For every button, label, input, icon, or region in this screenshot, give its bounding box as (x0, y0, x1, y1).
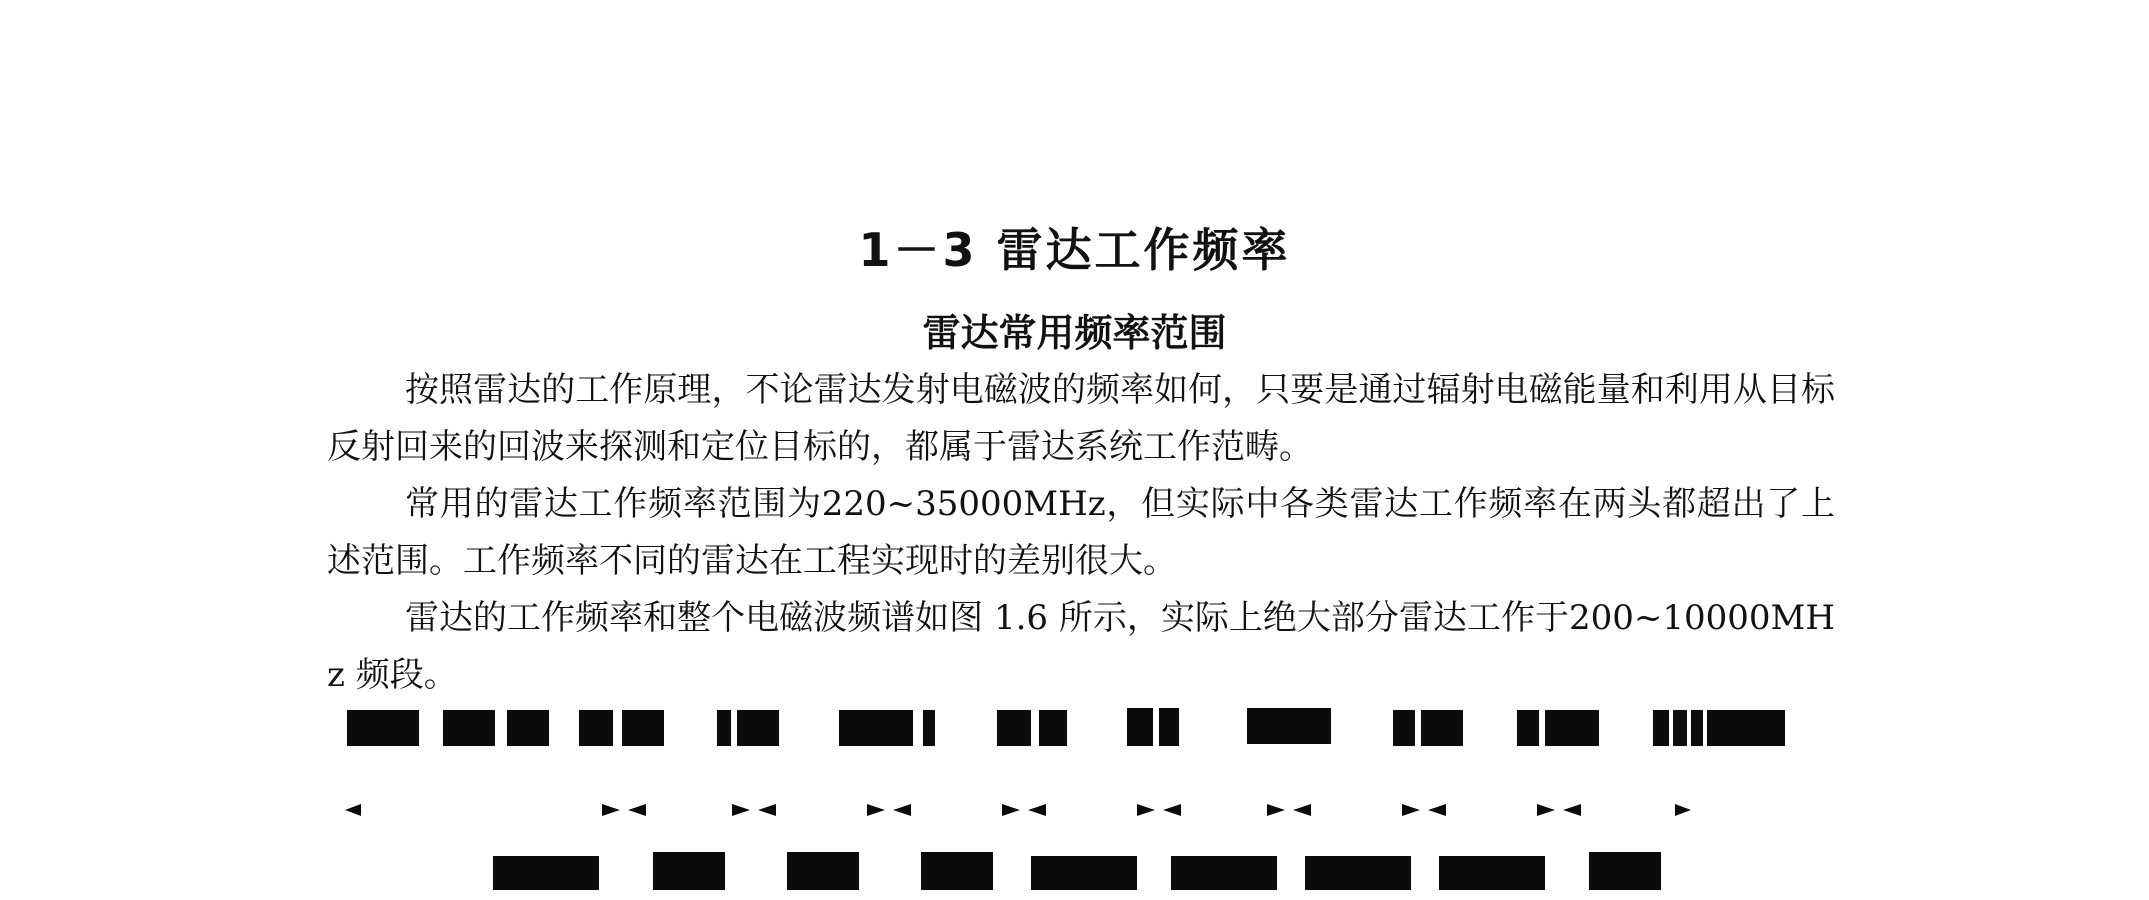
figure-label-block (1421, 710, 1463, 746)
paragraph-1: 按照雷达的工作原理，不论雷达发射电磁波的频率如何，只要是通过辐射电磁能量和利用从目标反射回来的回波来探测和定位目标的，都属于雷达系统工作范畴。 (327, 370, 1835, 467)
paragraph-2: 常用的雷达工作频率范围为220~35000MHz，但实际中各类雷达工作频率在两头都超出了上述范围。工作频率不同的雷达在工程实现时的差别很大。 (327, 484, 1835, 581)
figure-label-block (507, 710, 549, 746)
section-subtitle: 雷达常用频率范围 (922, 311, 1227, 355)
figure-label-block (923, 710, 935, 746)
figure-label-block (1393, 710, 1415, 746)
spectrum-figure (327, 700, 1835, 900)
figure-label-block (1707, 710, 1785, 746)
range-arrow-right-icon (1675, 804, 1691, 816)
range-divider-icon (1402, 804, 1446, 816)
range-divider-icon (867, 804, 911, 816)
figure-label-block (717, 710, 731, 746)
figure-label-block (1039, 710, 1067, 746)
figure-label-block (1159, 708, 1179, 746)
figure-label-block (443, 710, 495, 746)
figure-label-block (579, 710, 613, 746)
range-divider-icon (1002, 804, 1046, 816)
body-text (327, 362, 1835, 704)
figure-label-block (347, 710, 419, 746)
figure-label-block (1653, 710, 1669, 746)
figure-label-block (1305, 856, 1411, 890)
range-arrow-left-icon (345, 804, 361, 816)
figure-label-block (1031, 856, 1137, 890)
paragraph-3: 雷达的工作频率和整个电磁波频谱如图 1.6 所示，实际上绝大部分雷达工作于200~10000MHz 频段。 (327, 598, 1835, 695)
figure-label-block (1439, 856, 1545, 890)
range-divider-icon (602, 804, 646, 816)
figure-label-block (921, 852, 993, 890)
figure-label-block (493, 856, 599, 890)
section-title: 1－3 雷达工作频率 (858, 223, 1291, 277)
figure-label-block (653, 852, 725, 890)
figure-label-block (787, 852, 859, 890)
figure-label-block (1589, 852, 1661, 890)
range-divider-icon (1137, 804, 1181, 816)
figure-label-block (622, 710, 664, 746)
figure-label-block (737, 710, 779, 746)
figure-label-block (1691, 710, 1703, 746)
figure-label-block (1247, 708, 1331, 744)
figure-label-block (1545, 710, 1599, 746)
figure-label-block (1517, 710, 1539, 746)
figure-label-block (1127, 708, 1153, 746)
figure-label-block (839, 710, 913, 746)
range-divider-icon (1267, 804, 1311, 816)
range-divider-icon (1537, 804, 1581, 816)
range-divider-icon (732, 804, 776, 816)
figure-label-block (997, 710, 1031, 746)
figure-label-block (1171, 856, 1277, 890)
figure-label-block (1673, 710, 1687, 746)
